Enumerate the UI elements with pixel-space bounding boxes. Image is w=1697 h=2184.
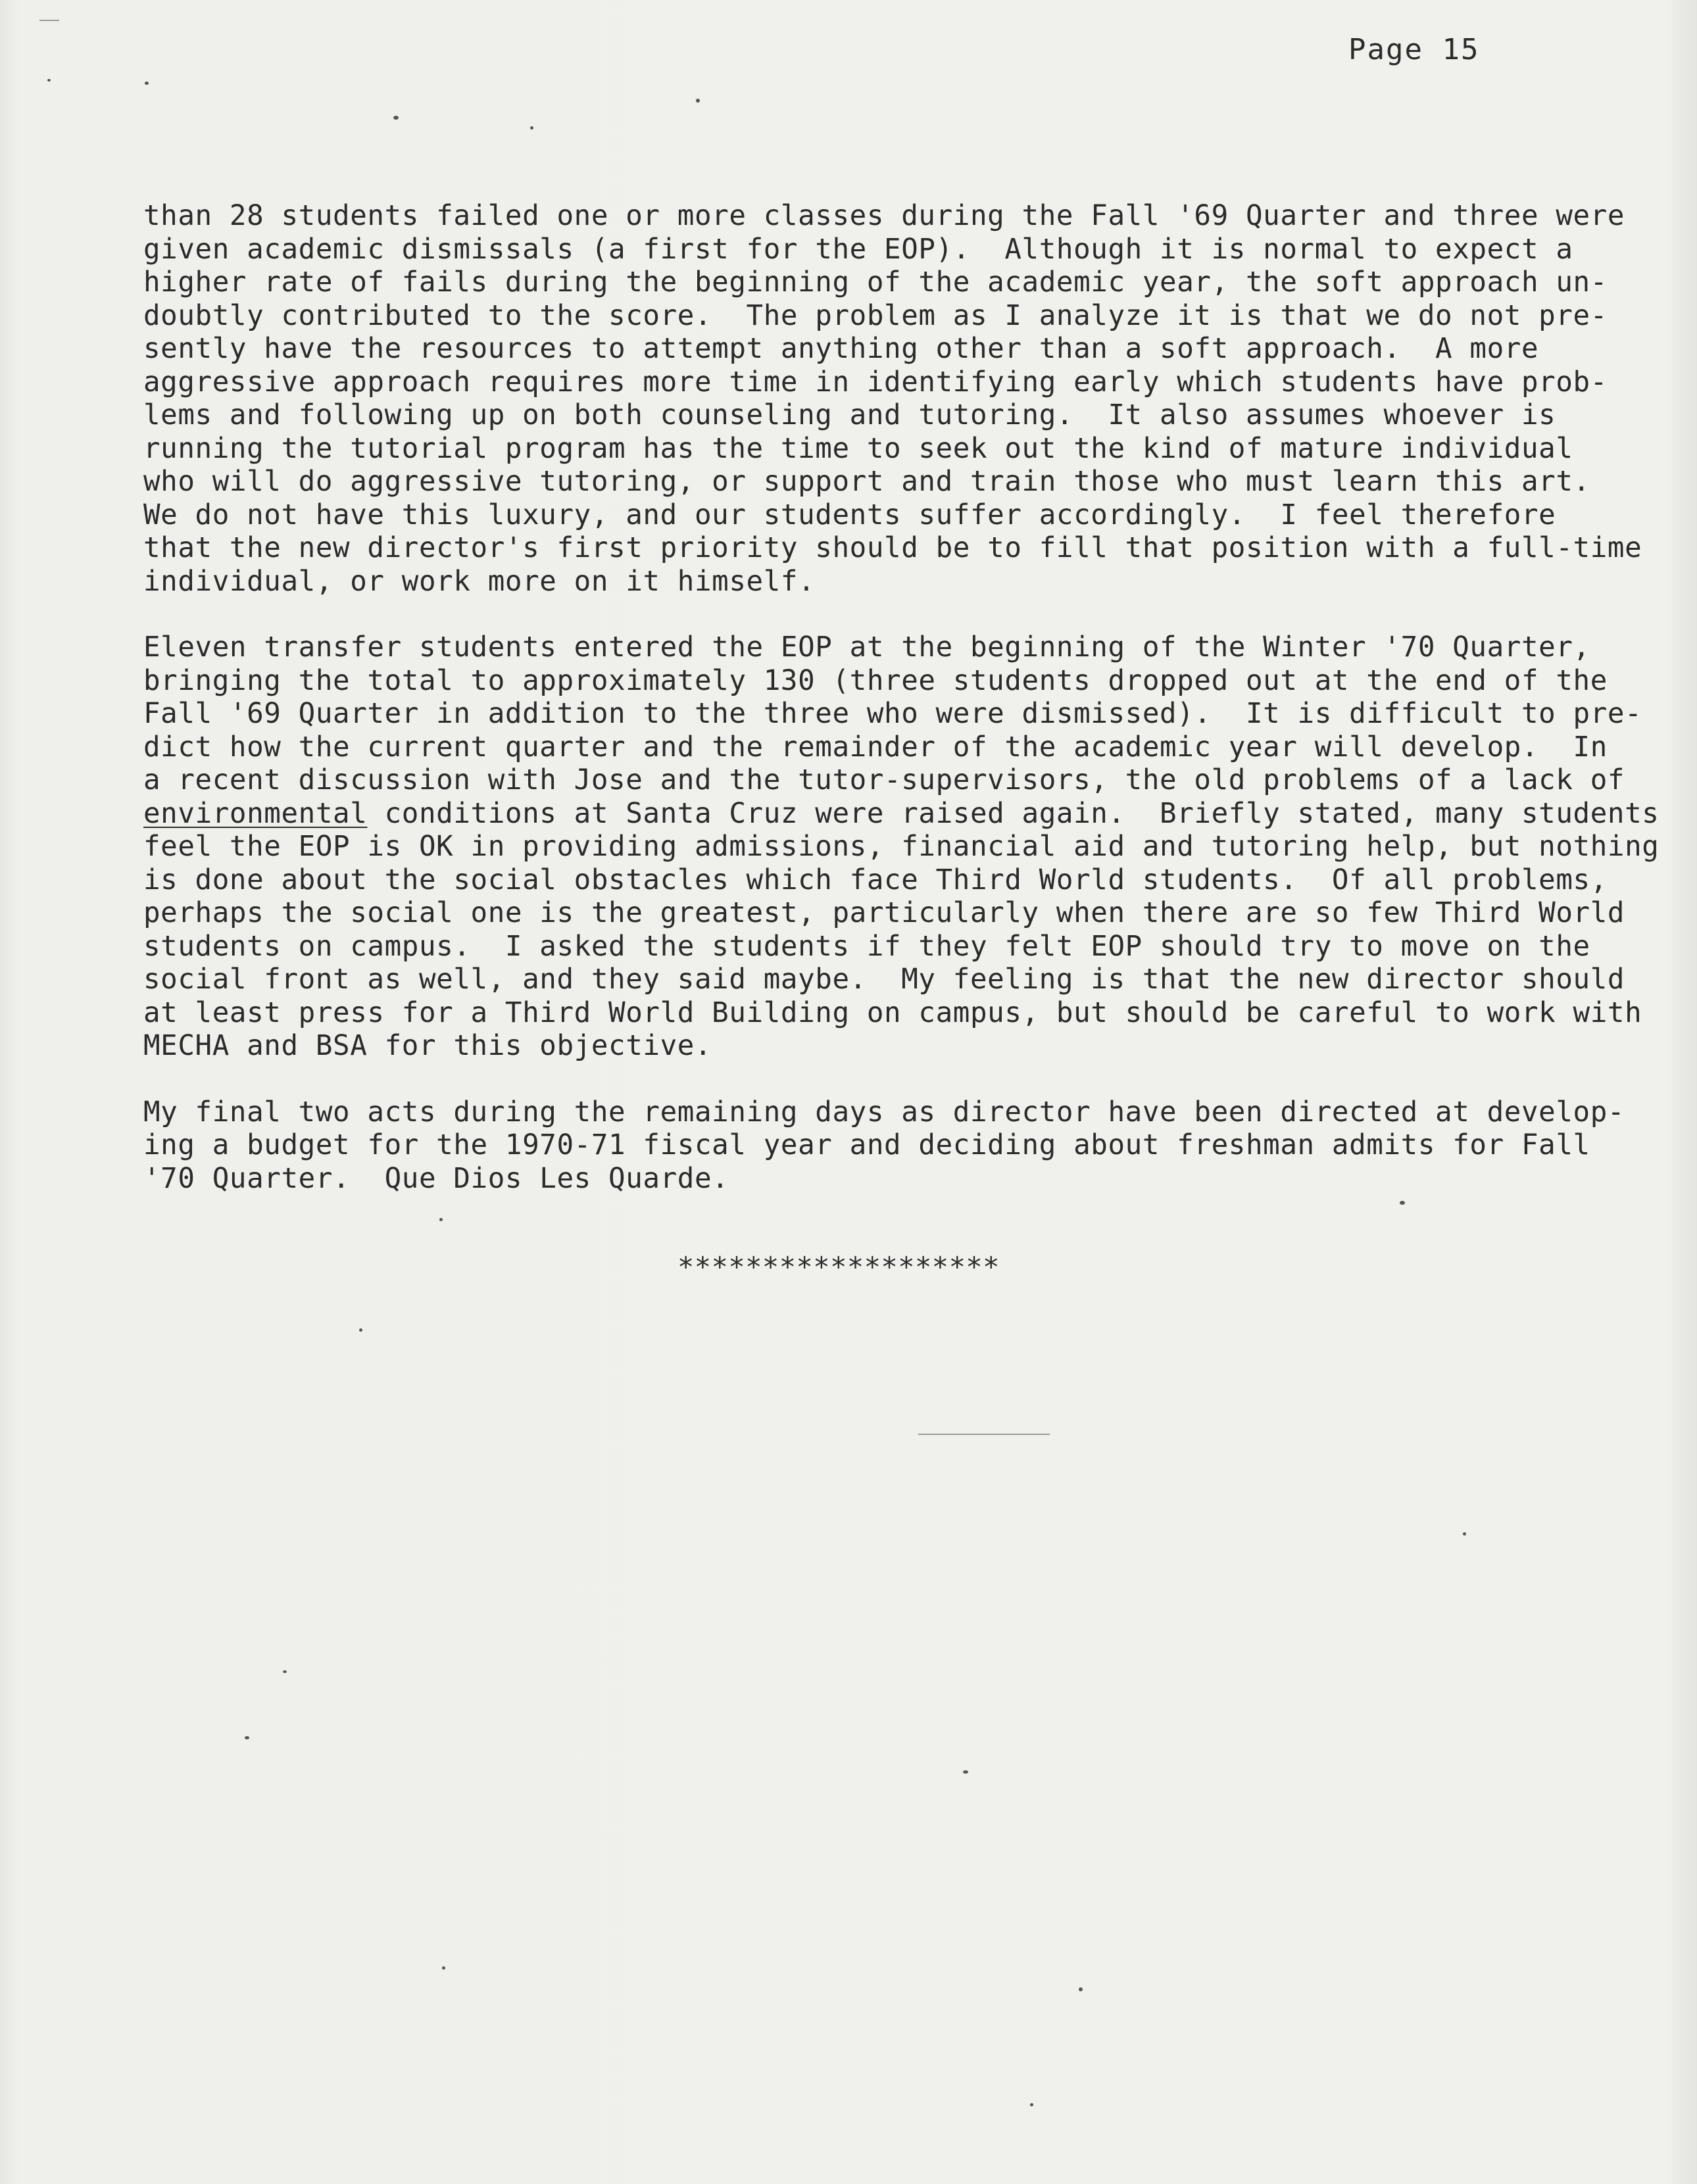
text-line: My final two acts during the remaining days as director have been directed at develop- [143,1096,1625,1128]
text-line: '70 Quarter. Que Dios Les Quarde. [143,1162,729,1195]
scan-speck [1400,1201,1405,1205]
text-line: perhaps the social one is the greatest, particularly when there are so few Third World [143,897,1625,929]
scan-speck [245,1736,249,1739]
paragraph-2 [143,631,1660,1063]
text-line: at least press for a Third World Building on campus, but should be careful to work with [143,996,1642,1029]
scan-speck [1079,1987,1083,1991]
text-line: ing a budget for the 1970-71 fiscal year and deciding about freshman admits for Fall [143,1129,1590,1161]
text-line-rest: conditions at Santa Cruz were raised again. Briefly stated, many students [367,797,1660,830]
text-line: individual, or work more on it himself. [143,565,816,598]
text-line: aggressive approach requires more time in identifying early which students have prob- [143,366,1608,399]
scan-line [918,1434,1050,1435]
text-line: sently have the resources to attempt anything other than a soft approach. A more [143,333,1539,365]
text-line: students on campus. I asked the students if they felt EOP should try to move on the [143,930,1590,963]
scan-speck [442,1966,445,1970]
text-line: running the tutorial program has the time to seek out the kind of mature individual [143,432,1573,465]
text-line: lems and following up on both counseling and tutoring. It also assumes whoever is [143,399,1556,431]
text-line: is done about the social obstacles which face Third World students. Of all problems, [143,863,1608,896]
scan-speck [359,1328,362,1332]
body-text [143,200,1660,1228]
text-line: Fall '69 Quarter in addition to the three who were dismissed). It is difficult to pre- [143,698,1642,730]
text-line: dict how the current quarter and the remainder of the academic year will develop. In [143,731,1608,764]
text-line: who will do aggressive tutoring, or support and train those who must learn this art. [143,466,1590,498]
scan-line [39,20,59,21]
text-line: that the new director's first priority should be to fill that position with a full-time [143,532,1642,564]
text-line: We do not have this luxury, and our students suffer accordingly. I feel therefore [143,498,1556,531]
text-line: given academic dismissals (a first for the EOP). Although it is normal to expect a [143,233,1573,266]
scan-speck [145,82,149,85]
scan-speck [439,1218,443,1221]
scan-speck [963,1770,968,1774]
text-line: Eleven transfer students entered the EOP at the beginning of the Winter '70 Quarter, [143,631,1590,664]
text-line: doubtly contributed to the score. The problem as I analyze it is that we do not pre- [143,299,1608,332]
text-line: MECHA and BSA for this objective. [143,1030,712,1062]
text-line: higher rate of fails during the beginning of the academic year, the soft approach un- [143,266,1608,299]
underlined-word: environmental [143,797,368,830]
text-line: than 28 students failed one or more classes during the Fall '69 Quarter and three were [143,200,1625,232]
scan-speck [283,1670,287,1673]
scan-speck [393,116,399,120]
paragraph-1 [143,200,1656,598]
scan-speck [530,126,533,130]
scan-speck [1463,1532,1466,1536]
page-number: Page 15 [1348,33,1480,66]
scan-speck [47,79,51,82]
scan-speck [1030,2103,1033,2106]
text-line: bringing the total to approximately 130 (three students dropped out at the end of the [143,664,1608,697]
section-separator: ******************* [677,1251,1000,1283]
text-line: feel the EOP is OK in providing admissions, financial aid and tutoring help, but nothing [143,831,1660,863]
text-line: social front as well, and they said maybe. My feeling is that the new director should [143,963,1625,996]
paragraph-3 [143,1096,1656,1196]
text-line: a recent discussion with Jose and the tutor-supervisors, the old problems of a lack of [143,764,1625,796]
scan-speck [696,99,700,103]
text-line-underlined [143,797,1660,831]
